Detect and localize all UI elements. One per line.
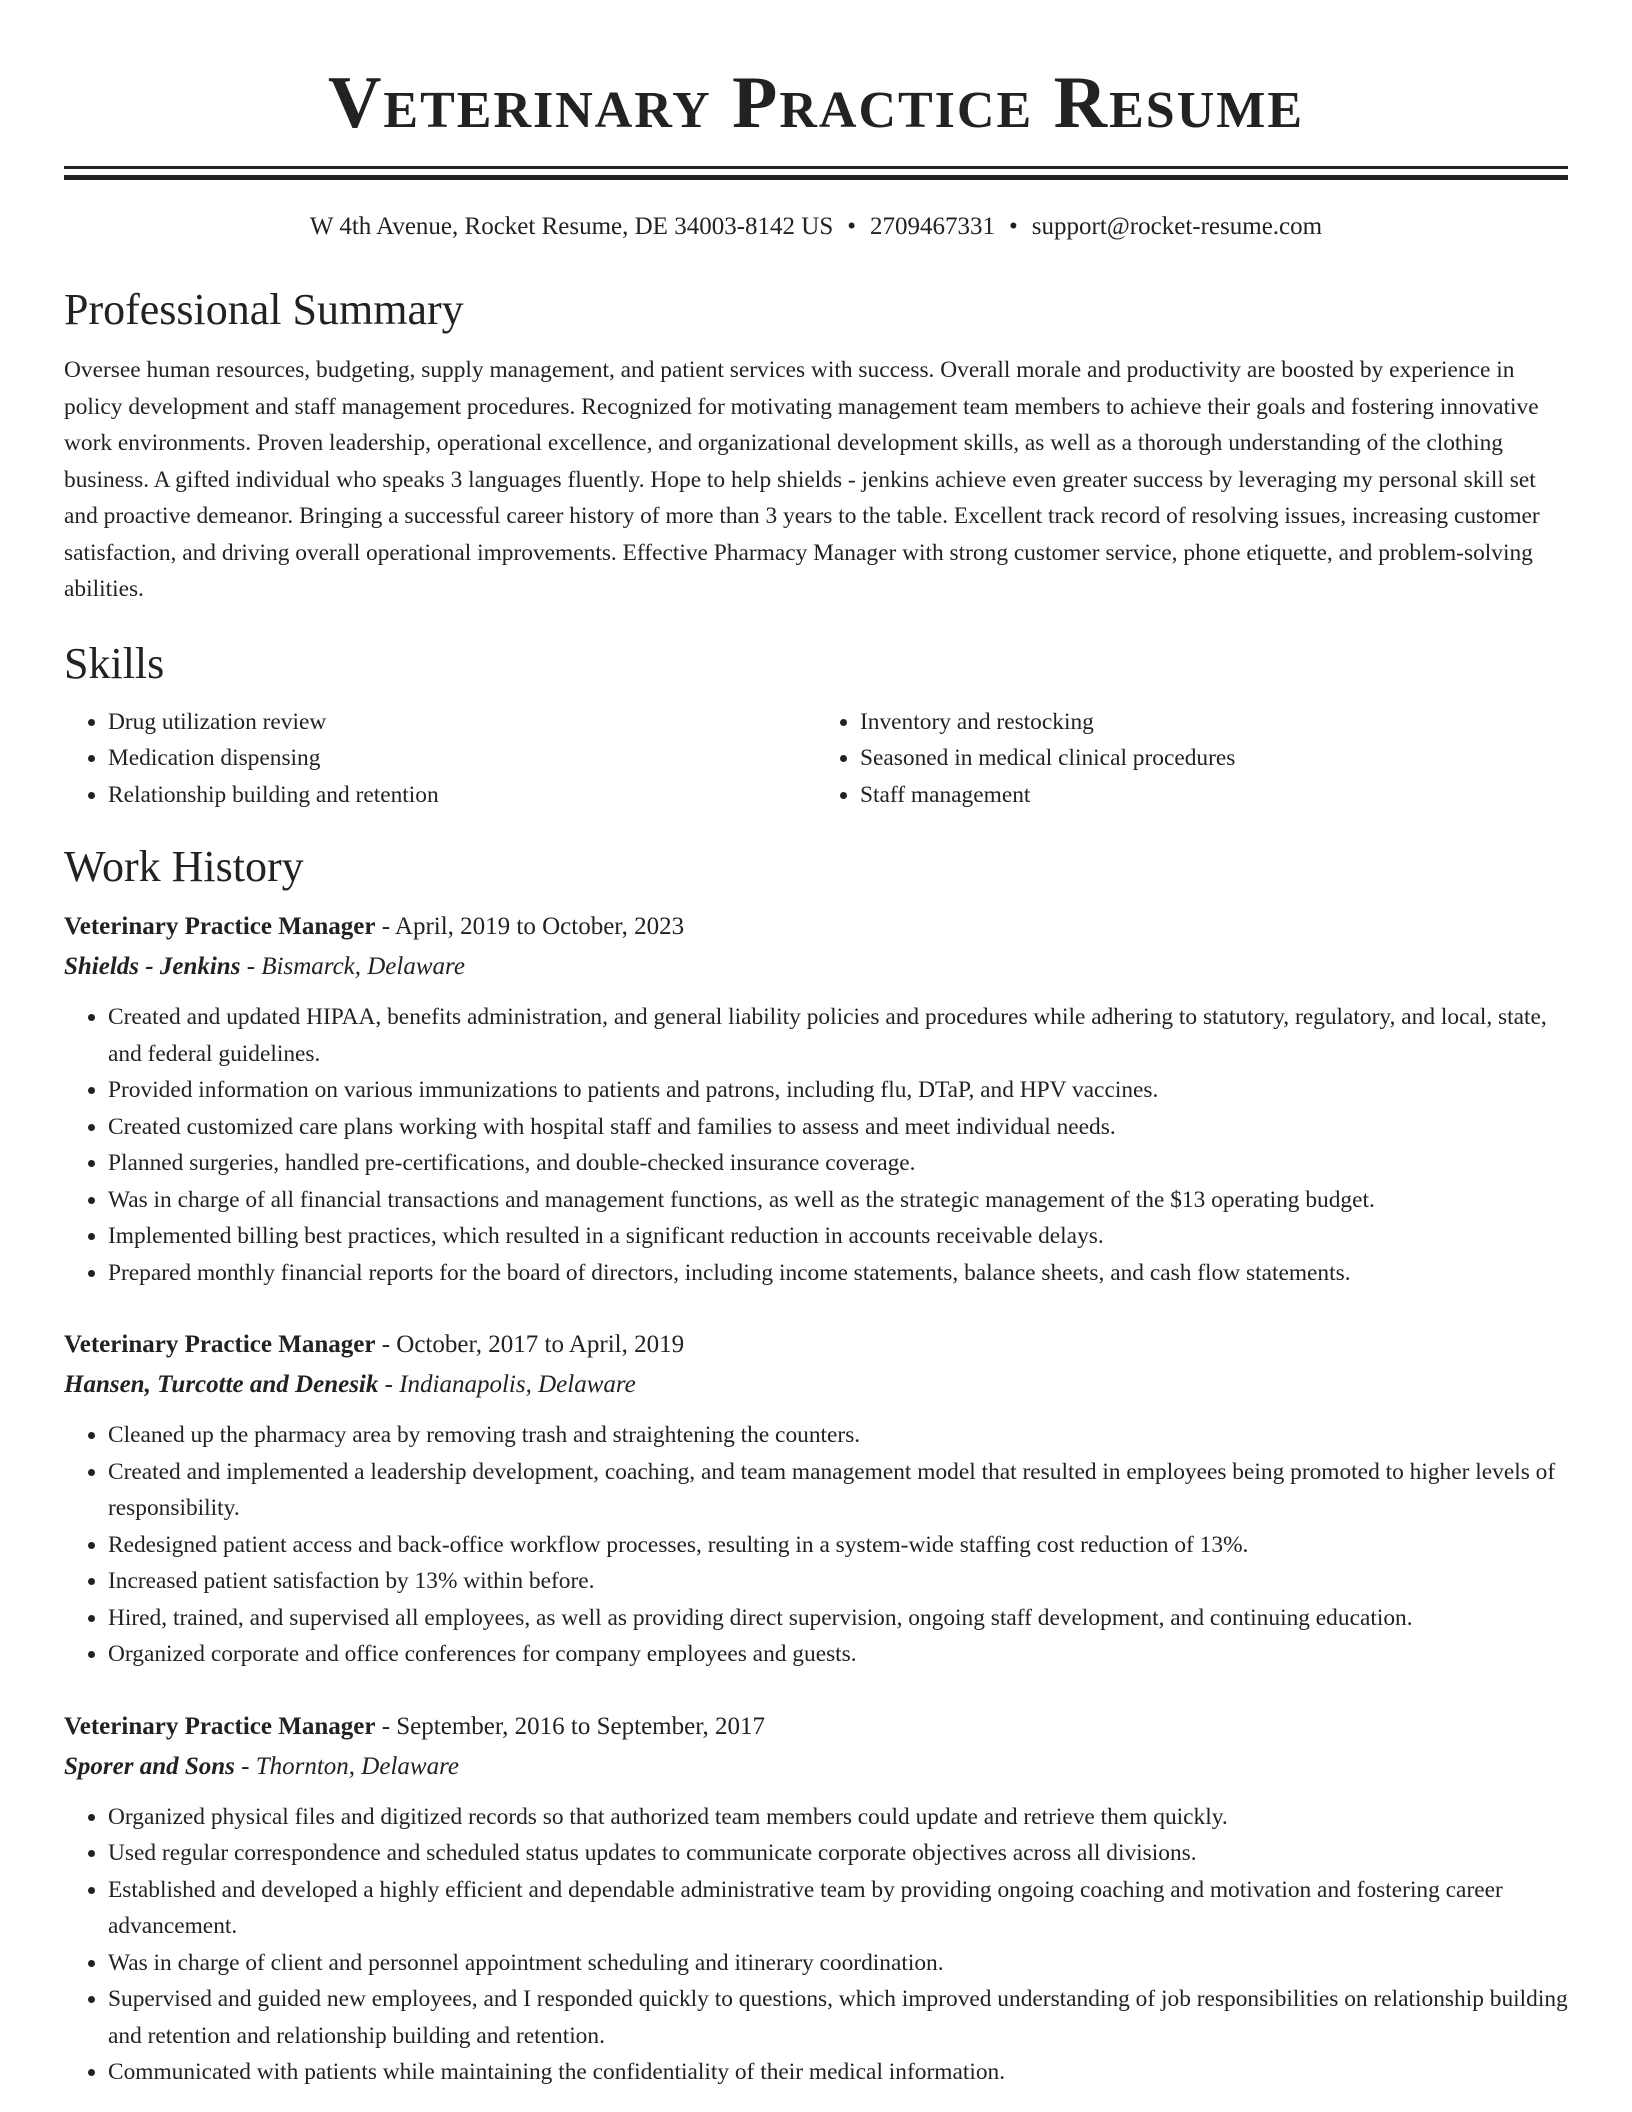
- duty-item: • Redesigned patient access and back-office workflow processes, resulting in a system-wide staffing cost reduction of 13%.: [108, 1527, 1568, 1564]
- duty-item: • Provided information on various immunizations to patients and patrons, including flu, DTaP, and HPV vaccines.: [108, 1072, 1568, 1109]
- duty-item: • Implemented billing best practices, which resulted in a significant reduction in accounts receivable delays.: [108, 1218, 1568, 1255]
- duty-item: • Cleaned up the pharmacy area by removing trash and straightening the counters.: [108, 1417, 1568, 1454]
- duty-item: • Communicated with patients while maintaining the confidentiality of their medical information.: [108, 2054, 1568, 2091]
- skill-item: • Relationship building and retention: [108, 777, 816, 814]
- duty-item: • Hired, trained, and supervised all employees, as well as providing direct supervision, ongoing staff development, and continuing education.: [108, 1600, 1568, 1637]
- skill-item: • Staff management: [860, 777, 1568, 814]
- summary-text: Oversee human resources, budgeting, supply management, and patient services with success. Overall morale and productivity are boosted by experience in policy development and staff management procedures. Recognized for motivating management team members to achieve their goals and fostering innovative work environments. Proven leadership, operational excellence, and organizational development skills, as well as a thorough understanding of the clothing business. A gifted individual who speaks 3 languages fluently. Hope to help shields - jenkins achieve even greater success by leveraging my personal skill set and proactive demeanor. Bringing a successful career history of more than 3 years to the table. Excellent track record of resolving issues, increasing customer satisfaction, and driving overall operational improvements. Effective Pharmacy Manager with strong customer service, phone etiquette, and problem-solving abilities.: [64, 357, 1540, 602]
- duty-item: • Used regular correspondence and scheduled status updates to communicate corporate objectives across all divisions.: [108, 1835, 1568, 1872]
- job-company: Shields - Jenkins: [64, 953, 241, 980]
- skills-heading: Skills: [64, 638, 165, 688]
- job-entry: [64, 907, 1568, 1291]
- contact-line: [64, 210, 1568, 244]
- job-role: Veterinary Practice Manager: [64, 1712, 376, 1740]
- job-entry: [64, 1325, 1568, 1673]
- summary-heading: Professional Summary: [64, 285, 464, 334]
- duty-item: • Planned surgeries, handled pre-certifications, and double-checked insurance coverage.: [108, 1145, 1568, 1182]
- skill-item: • Seasoned in medical clinical procedures: [860, 740, 1568, 777]
- job-duties: [64, 1417, 1568, 1673]
- duty-item: • Prepared monthly financial reports for the board of directors, including income statements, balance sheets, and cash flow statements.: [108, 1255, 1568, 1292]
- job-dates: - October, 2017 to April, 2019: [375, 1331, 685, 1358]
- job-role: Veterinary Practice Manager: [64, 913, 376, 940]
- job-company-line: [64, 947, 1568, 987]
- duty-item: • Organized corporate and office conferences for company employees and guests.: [108, 1636, 1568, 1673]
- duty-item: • Created and updated HIPAA, benefits administration, and general liability policies and procedures while adhering to statutory, regulatory, and local, state, and federal guidelines.: [108, 999, 1568, 1072]
- title-divider-thick: [64, 175, 1568, 180]
- page-title: Veterinary Practice Resume: [327, 62, 1305, 144]
- contact-email: support@rocket-resume.com: [1031, 213, 1323, 240]
- job-title-line: [64, 1325, 1568, 1365]
- skills-column-right: [816, 704, 1568, 814]
- job-company-line: [64, 1365, 1568, 1405]
- contact-phone: 2709467331: [870, 213, 996, 240]
- duty-item: • Was in charge of client and personnel appointment scheduling and itinerary coordination.: [108, 1945, 1568, 1982]
- skills-column-left: [64, 704, 816, 814]
- job-location: - Thornton, Delaware: [234, 1752, 459, 1780]
- job-duties: [64, 999, 1568, 1291]
- contact-separator: •: [1009, 213, 1018, 240]
- skill-item: • Drug utilization review: [108, 704, 816, 741]
- job-company: Hansen, Turcotte and Denesik: [64, 1371, 379, 1398]
- contact-address: W 4th Avenue, Rocket Resume, DE 34003-8142 US: [309, 213, 834, 240]
- job-title-line: [64, 1707, 1568, 1747]
- job-location: - Indianapolis, Delaware: [378, 1371, 636, 1398]
- job-role: Veterinary Practice Manager: [64, 1331, 376, 1358]
- job-duties: [64, 1799, 1568, 2091]
- title-divider-thin: [64, 166, 1568, 169]
- job-entry: [64, 1707, 1568, 2091]
- work-history-heading: Work History: [64, 842, 304, 891]
- duty-item: • Created and implemented a leadership development, coaching, and team management model that resulted in employees being promoted to higher levels of responsibility.: [108, 1454, 1568, 1527]
- duty-item: • Established and developed a highly efficient and dependable administrative team by providing ongoing coaching and motivation and fostering career advancement.: [108, 1872, 1568, 1945]
- job-title-line: [64, 907, 1568, 947]
- job-company: Sporer and Sons: [64, 1752, 235, 1780]
- duty-item: • Increased patient satisfaction by 13% within before.: [108, 1563, 1568, 1600]
- skill-item: • Inventory and restocking: [860, 704, 1568, 741]
- contact-separator: •: [847, 213, 857, 240]
- job-location: - Bismarck, Delaware: [240, 953, 465, 980]
- duty-item: • Created customized care plans working with hospital staff and families to assess and meet individual needs.: [108, 1109, 1568, 1146]
- duty-item: • Organized physical files and digitized records so that authorized team members could update and retrieve them quickly.: [108, 1799, 1568, 1836]
- job-company-line: [64, 1747, 1568, 1787]
- job-dates: - April, 2019 to October, 2023: [375, 913, 685, 940]
- skill-item: • Medication dispensing: [108, 740, 816, 777]
- duty-item: • Was in charge of all financial transactions and management functions, as well as the strategic management of the $13 operating budget.: [108, 1182, 1568, 1219]
- job-dates: - September, 2016 to September, 2017: [375, 1712, 766, 1740]
- skills-list: [64, 704, 1568, 814]
- duty-item: • Supervised and guided new employees, and I responded quickly to questions, which improved understanding of job responsibilities on relationship building and retention and relationship building and retention.: [108, 1981, 1568, 2054]
